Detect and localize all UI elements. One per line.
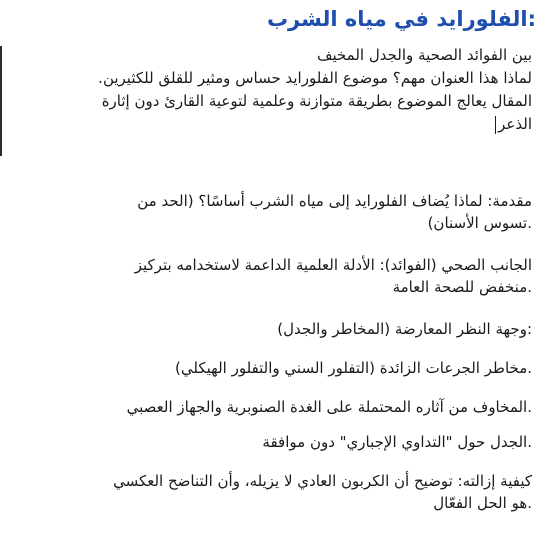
- paragraph-opposing-view: [10, 318, 532, 340]
- paragraph-forced-medication: [10, 431, 532, 453]
- paragraph-line: .المخاوف من آثاره المحتملة على الغدة الصنوبرية والجهاز العصبي: [126, 398, 532, 416]
- paragraph-line: .مخاطر الجرعات الزائدة (التفلور السني والتفلور الهيكلي): [175, 359, 532, 377]
- document-title: :الفلورايد في مياه الشرب: [266, 7, 536, 31]
- intro-line: لماذا هذا العنوان مهم؟ موضوع الفلورايد حساس ومثير للقلق للكثيرين.: [98, 69, 532, 87]
- paragraph-overdose-risks: [10, 357, 532, 379]
- intro-line: [12, 113, 532, 136]
- intro-block[interactable]: [12, 44, 532, 136]
- intro-line: المقال يعالج الموضوع بطريقة متوازنة وعلمية لتوعية القارئ دون إثارة: [101, 92, 532, 110]
- paragraph-benefits: [10, 254, 532, 298]
- intro-line: بين الفوائد الصحية والجدل المخيف: [316, 46, 532, 64]
- paragraph-line: :وجهة النظر المعارضة (المخاطر والجدل): [277, 320, 532, 338]
- paragraph-line: .تسوس الأسنان): [427, 214, 532, 232]
- paragraph-intro: [10, 190, 532, 234]
- intro-line-text: الذعر: [498, 115, 532, 133]
- text-cursor-bar: [0, 46, 2, 156]
- paragraph-line: مقدمة: لماذا يُضاف الفلورايد إلى مياه الشرب أساسًا؟ (الحد من: [137, 192, 532, 210]
- paragraph-line: .هو الحل الفعّال: [433, 494, 532, 512]
- paragraph-line: .منخفض للصحة العامة: [392, 278, 532, 296]
- paragraph-line: .الجدل حول "التداوي الإجباري" دون موافقة: [262, 433, 532, 451]
- paragraph-line: الجانب الصحي (الفوائد): الأدلة العلمية الداعمة لاستخدامه بتركيز: [134, 256, 532, 274]
- paragraph-pineal-concerns: [10, 396, 532, 418]
- paragraph-removal: [10, 470, 532, 514]
- text-caret: [495, 116, 496, 134]
- paragraph-line: كيفية إزالته: توضيح أن الكربون العادي لا يزيله، وأن التناضح العكسي: [113, 472, 532, 490]
